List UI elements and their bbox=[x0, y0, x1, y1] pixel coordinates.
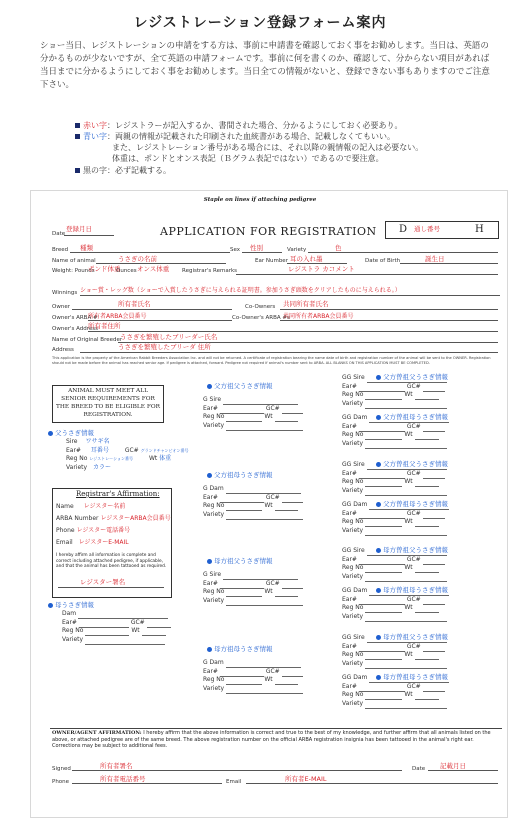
ggparents-fields: GG Dam Ear# GC# Reg No Wt Variety bbox=[342, 413, 449, 447]
breed-value: 種類 bbox=[80, 244, 93, 252]
h-label: H bbox=[475, 224, 484, 235]
ggparents-block-7 bbox=[342, 673, 449, 707]
breeder-address-label: Address bbox=[52, 347, 74, 353]
ggparents-block-6 bbox=[342, 633, 447, 667]
ounces-value: オンス体重 bbox=[137, 265, 170, 273]
bullet-icon bbox=[48, 431, 53, 436]
phone-value: 所有者電話番号 bbox=[100, 775, 146, 783]
sex-value: 性別 bbox=[250, 244, 263, 252]
form-title: APPLICATION FOR REGISTRATION bbox=[160, 225, 377, 238]
ggparents-block-3 bbox=[342, 500, 449, 534]
animal-name-value: うさぎの名前 bbox=[118, 255, 157, 263]
bullet-icon bbox=[376, 588, 381, 593]
dob-label: Date of Birth bbox=[365, 258, 401, 264]
ggparents-heading: 母方曽祖母うさぎ情報 bbox=[376, 672, 448, 681]
signed-label: Signed bbox=[52, 766, 71, 772]
weight-label: Weight: Pounds bbox=[52, 268, 95, 274]
coowners-value: 共同所有者氏名 bbox=[283, 300, 329, 308]
ggparents-fields: GG Sire Ear# GC# Reg No Wt Variety bbox=[342, 460, 447, 494]
gparents-heading: 父方祖母うさぎ情報 bbox=[207, 470, 273, 479]
ounces-label: Ounces bbox=[116, 268, 137, 274]
gparents-heading: 母方祖父うさぎ情報 bbox=[207, 556, 273, 565]
gparents-fields: G Sire Ear# GC# Reg No Wt Variety bbox=[203, 395, 303, 429]
fine-print: This application is the property of the American Rabbit Breeders Association Inc. and will not be returned. A certificate of registration bearing the name date of birth and registration number of the animal will be sent to the OWNER. Registration should not be made before the animal has reached senior age. If pedigree is attached, forward. Pedigree not required if animal's number sent to ARBA. ALL BLANKS ON THIS APPLICATION MUST BE COMPLETED. bbox=[52, 356, 491, 365]
ggparents-heading: 父方曽祖父うさぎ情報 bbox=[376, 372, 448, 381]
bullet-icon bbox=[48, 603, 53, 608]
registrar-signature: レジスター署名 bbox=[80, 578, 126, 586]
owner-label: Owner bbox=[52, 304, 70, 310]
sex-label: Sex bbox=[230, 247, 241, 253]
arba-label: Owner's ARBA # bbox=[52, 315, 98, 321]
intro-text: ショー当日、レジストレーションの申請をする方は、事前に申請書を確認しておく事をお勧めします。当日は、英語の分かるものが少ないですが、全て英語の申請フォームです。事前に何を書くのか、確認して、分からない項目があれば当日までに分かるようにしておく事をお勧めします。当日全ての情報がないと、登録できない事もありますのでご注意下さい。 bbox=[40, 41, 490, 90]
ggparents-fields: GG Dam Ear# GC# Reg No Wt Variety bbox=[342, 586, 449, 620]
ear-number-value: 耳の入れ墨 bbox=[290, 255, 323, 263]
dob-value: 誕生日 bbox=[425, 255, 445, 263]
winnings-value: ショー賞・レッグ数（ショーで入賞したうさぎに与えられる証明書。参加うさぎ頭数をクリアしたものに与えられる。） bbox=[80, 287, 401, 294]
ggparents-heading: 父方曽祖母うさぎ情報 bbox=[376, 412, 448, 421]
remarks-value: レジストラ カコメント bbox=[288, 265, 355, 273]
ggparents-heading: 父方曽祖母うさぎ情報 bbox=[376, 499, 448, 508]
ggparents-fields: GG Sire Ear# GC# Reg No Wt Variety bbox=[342, 546, 447, 580]
date-line bbox=[64, 235, 114, 236]
bullet-icon bbox=[207, 473, 212, 478]
ggparents-block-0 bbox=[342, 373, 447, 407]
dam-block: Dam Ear# GC# Reg No Wt Variety bbox=[62, 609, 171, 643]
bullet-icon bbox=[75, 168, 80, 173]
ear-number-label: Ear Number bbox=[255, 258, 288, 264]
page-title: レジストレーション登録フォーム案内 bbox=[133, 15, 387, 31]
bullet-icon bbox=[207, 559, 212, 564]
bullet-icon bbox=[376, 635, 381, 640]
variety-value: 色 bbox=[335, 244, 342, 252]
coarba-label: Co-Owner's ARBA #s bbox=[232, 315, 290, 321]
gparents-block-2 bbox=[203, 557, 303, 604]
ggparents-fields: GG Dam Ear# GC# Reg No Wt Variety bbox=[342, 500, 449, 534]
ggparents-heading: 母方曽祖父うさぎ情報 bbox=[376, 632, 448, 641]
gparents-fields: G Dam Ear# GC# Reg No Wt Variety bbox=[203, 484, 303, 518]
gparents-heading: 母方祖母うさぎ情報 bbox=[207, 644, 273, 653]
gparents-block-1 bbox=[203, 471, 303, 518]
ggparents-block-4 bbox=[342, 546, 447, 580]
dam-heading: 母うさぎ情報 bbox=[48, 600, 94, 609]
breed-label: Breed bbox=[52, 247, 69, 253]
bullet-icon bbox=[376, 415, 381, 420]
affirm-date-value: 記載月日 bbox=[440, 762, 466, 770]
ggparents-heading: 母方曽祖父うさぎ情報 bbox=[376, 545, 448, 554]
registrar-fields: Name レジスター名前 ARBA Number レジスターARBA会員番号 Phone レジスター電話番号 Email レジスターE-MAIL bbox=[56, 503, 171, 546]
staple-note: Staple on lines if attaching pedigree bbox=[203, 197, 317, 203]
affirm-date-label: Date bbox=[412, 766, 426, 772]
owner-value: 所有者氏名 bbox=[118, 300, 151, 308]
gparents-heading: 父方祖父うさぎ情報 bbox=[207, 381, 273, 390]
remarks-label: Registrar's Remarks bbox=[182, 268, 238, 274]
ggparents-block-1 bbox=[342, 413, 449, 447]
registrar-text: I hereby affirm all information is complete and correct including attached pedigree, if applicable, and that the animal has been tattooed as required. bbox=[56, 553, 167, 570]
d-value: 通し番号 bbox=[414, 225, 440, 233]
ggparents-block-2 bbox=[342, 460, 447, 494]
bullet-icon bbox=[75, 134, 80, 139]
legend-black: 黒の字：必ず記載する。 bbox=[75, 165, 505, 176]
bullet-icon bbox=[376, 675, 381, 680]
weight-value: ポンド体重 bbox=[88, 265, 121, 273]
bullet-icon bbox=[207, 384, 212, 389]
breeder-value: うさぎを繁殖したブリーダー氏名 bbox=[120, 333, 218, 341]
owner-address-value: 所有者住所 bbox=[88, 322, 121, 330]
ggparents-block-5 bbox=[342, 586, 449, 620]
bullet-icon bbox=[376, 462, 381, 467]
winnings-label: Winnings bbox=[52, 290, 78, 296]
owner-affirm-text: OWNER/AGENT AFFIRMATION: I hereby affirm that the above information is correct and true to the best of my knowledge, and further affirm that all animals listed on the above, or attached pedigree are of the same breed. The above registration number on the official ARBA registration insignia has been tattooed in the animal's right ear. Corrections may be subject to additional fees. bbox=[52, 730, 491, 749]
breeder-label: Name of Original Breeder bbox=[52, 337, 123, 343]
ggparents-fields: GG Sire Ear# GC# Reg No Wt Variety bbox=[342, 633, 447, 667]
gparents-block-3 bbox=[203, 645, 303, 692]
gparents-fields: G Dam Ear# GC# Reg No Wt Variety bbox=[203, 658, 303, 692]
ggparents-fields: GG Dam Ear# GC# Reg No Wt Variety bbox=[342, 673, 449, 707]
ggparents-heading: 母方曽祖母うさぎ情報 bbox=[376, 585, 448, 594]
ggparents-fields: GG Sire Ear# GC# Reg No Wt Variety bbox=[342, 373, 447, 407]
date-label: Date bbox=[52, 231, 66, 237]
bullet-icon bbox=[207, 647, 212, 652]
breeder-address-value: うさぎを繁殖したブリーダ 住所 bbox=[118, 343, 211, 351]
arba-value: 所有者ARBA会員番号 bbox=[88, 313, 147, 320]
bullet-icon bbox=[376, 502, 381, 507]
registrar-heading: Registrar's Affirmation: bbox=[76, 490, 160, 498]
legend-blue-3: 体重は、ポンドとオンス表記（Ｂグラム表記ではない）であるので要注意。 bbox=[112, 154, 384, 163]
animal-name-label: Name of animal bbox=[52, 258, 96, 264]
signed-value: 所有者署名 bbox=[100, 762, 133, 770]
ggparents-heading: 父方曽祖父うさぎ情報 bbox=[376, 459, 448, 468]
sire-block: Sire ワサギ名 Ear# 耳番号 GC# グランドチャンピオン番号 Reg No レジストレーション番号 Wt 体重 Variety カラー bbox=[66, 438, 189, 471]
legend-blue-2: また、レジストレーション番号がある場合には、それ以降の親情報の記入は必要ない。 bbox=[112, 143, 424, 152]
coarba-value: 共同所有者ARBA会員番号 bbox=[283, 313, 354, 320]
email-label: Email bbox=[226, 779, 242, 785]
email-value: 所有者E-MAIL bbox=[285, 775, 327, 783]
bullet-icon bbox=[75, 123, 80, 128]
gparents-fields: G Sire Ear# GC# Reg No Wt Variety bbox=[203, 570, 303, 604]
variety-label: Variety bbox=[287, 247, 307, 253]
owner-address-label: Owner's Address bbox=[52, 326, 98, 332]
bullet-icon bbox=[376, 375, 381, 380]
sire-heading: 父うさぎ情報 bbox=[48, 428, 94, 437]
phone-label: Phone bbox=[52, 779, 70, 785]
senior-notice: ANIMAL MUST MEET ALL SENIOR REQUIREMENTS FOR THE BREED TO BE ELIGIBLE FOR REGISTRATION. bbox=[52, 385, 164, 423]
date-value: 登録月日 bbox=[66, 225, 92, 233]
gparents-block-0 bbox=[203, 382, 303, 429]
d-label: D bbox=[399, 224, 408, 235]
coowners-label: Co-Owners bbox=[245, 304, 276, 310]
bullet-icon bbox=[376, 548, 381, 553]
legend-blue: 青い字：両親の情報が記載された印刷された血統書がある場合、記載しなくてもいい。 bbox=[75, 131, 505, 142]
legend-red: 赤い字：レジストラーが記入するか、書間された場合、分かるようにしておく必要あり。 bbox=[75, 120, 505, 131]
